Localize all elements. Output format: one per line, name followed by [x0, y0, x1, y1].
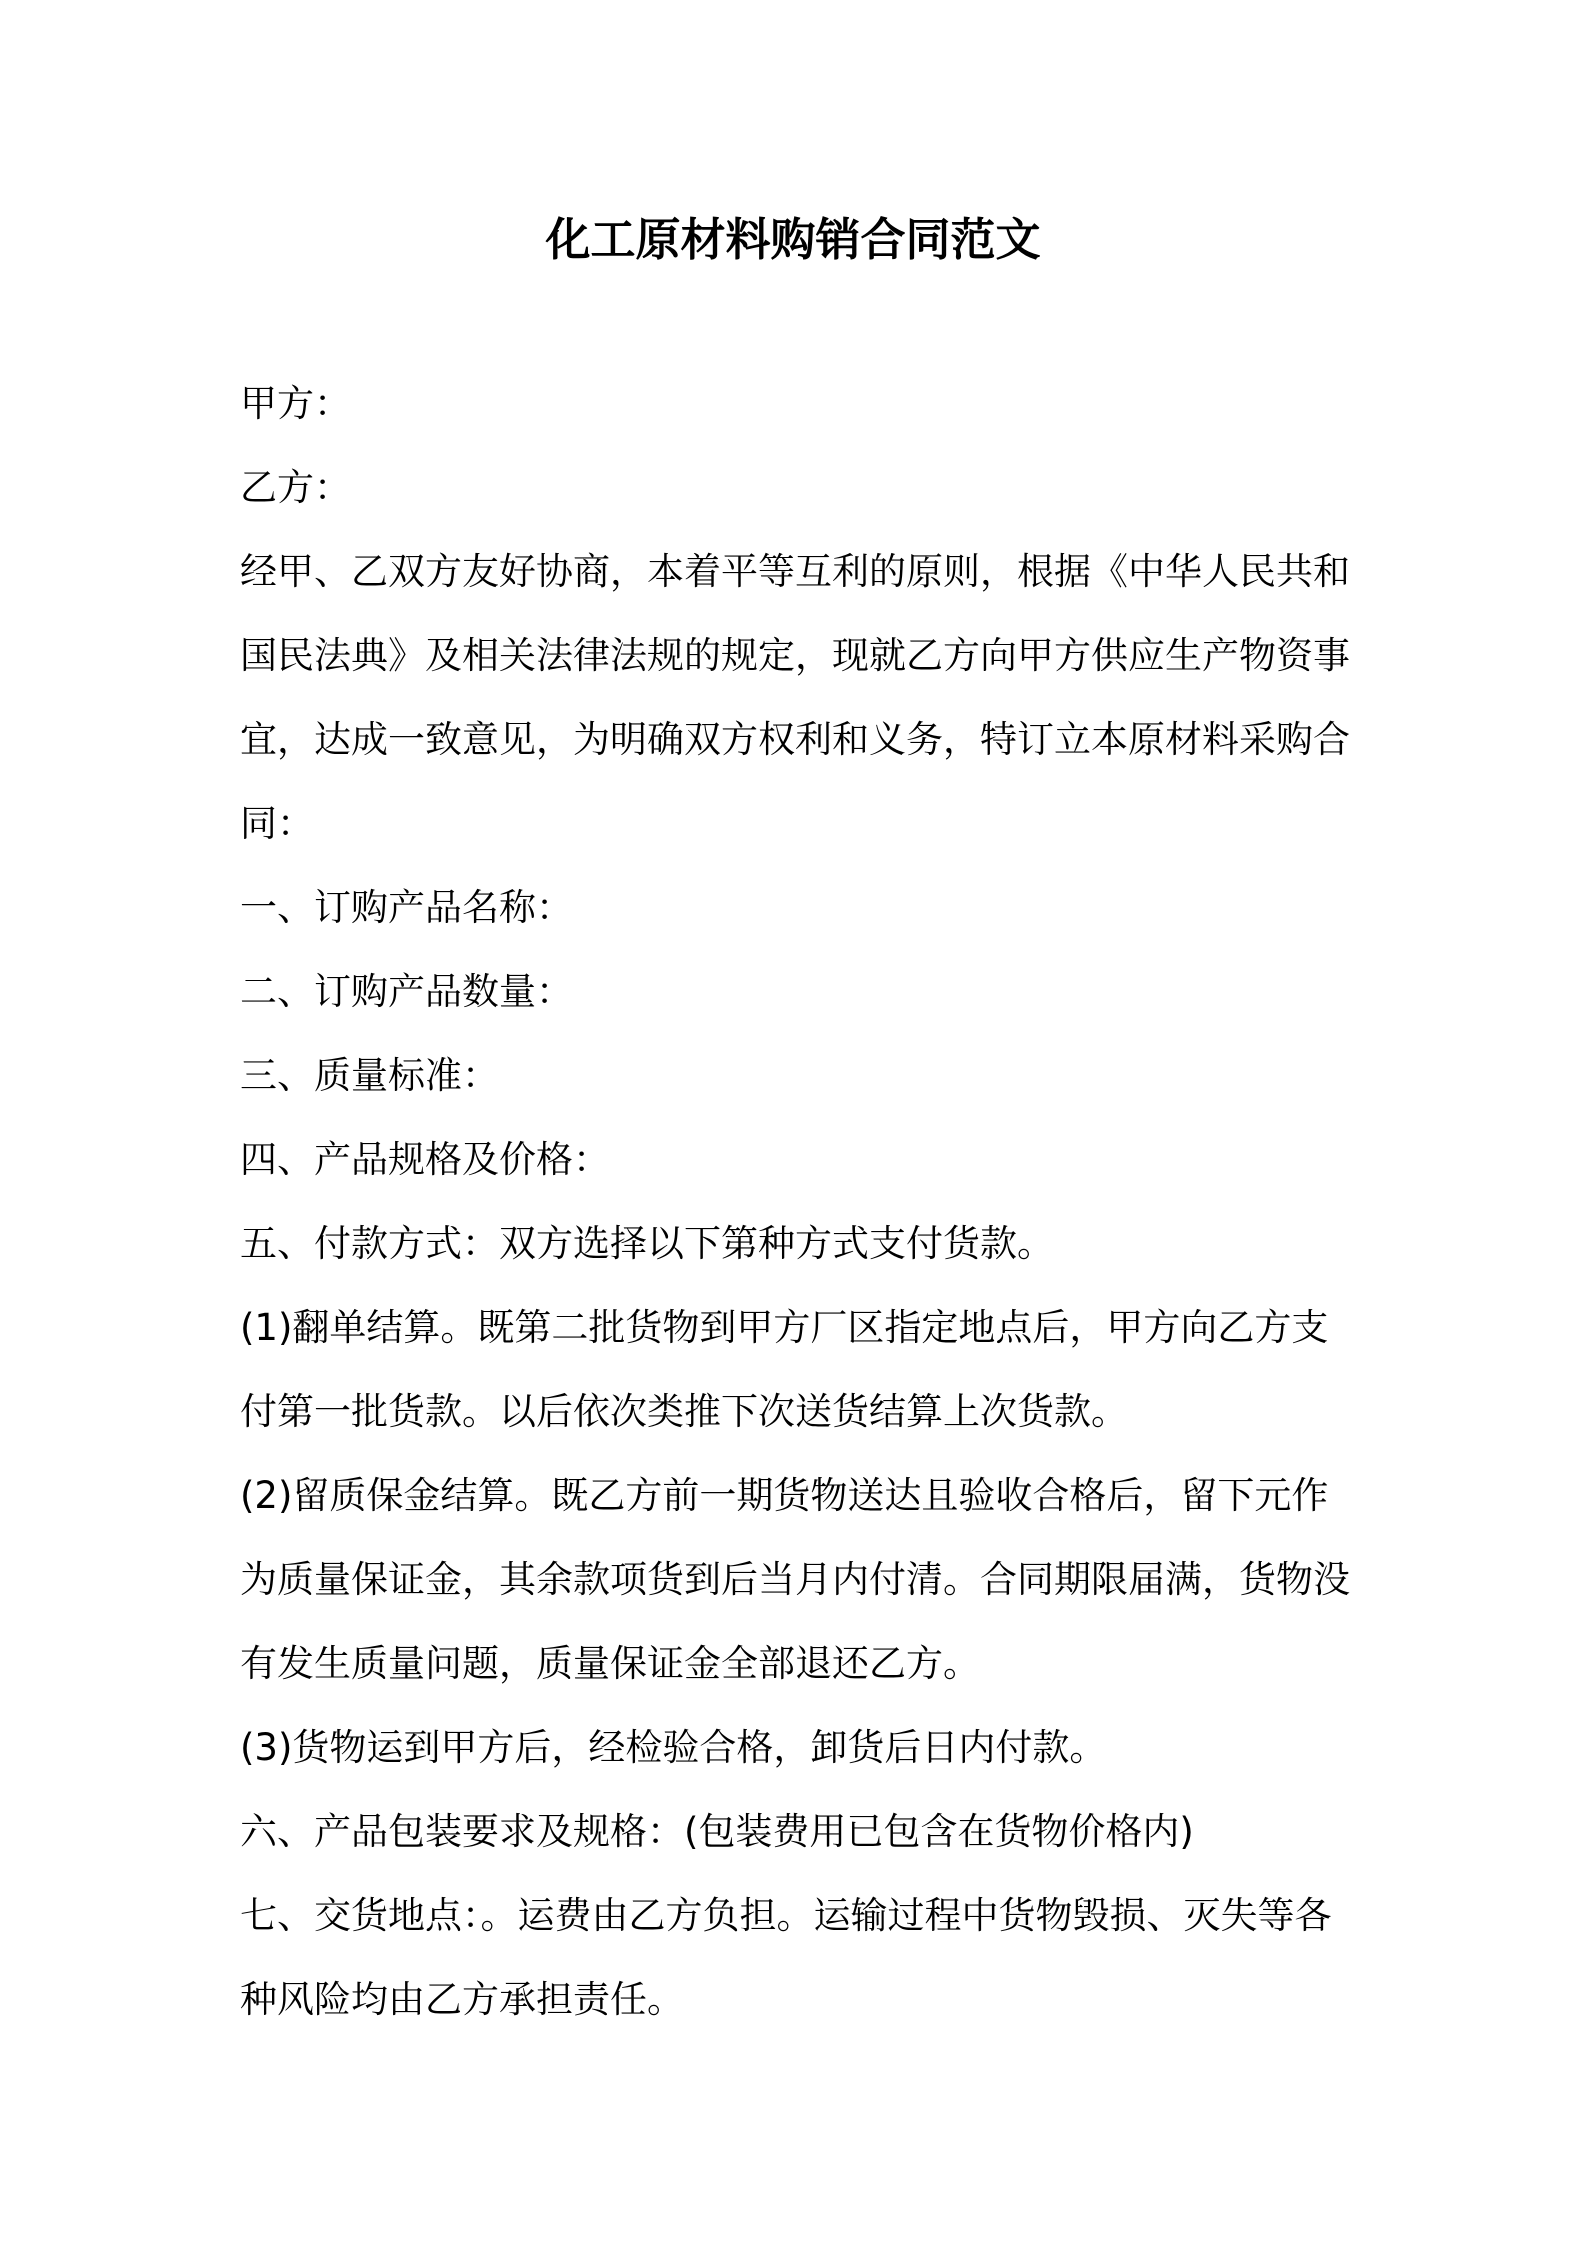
document-title: 化工原材料购销合同范文: [545, 213, 1041, 266]
preamble-line: 宜，达成一致意见，为明确双方权利和义务，特订立本原材料采购合: [240, 718, 1350, 761]
clause-quality-standard: 三、质量标准：: [240, 1054, 499, 1097]
clause-spec-price: 四、产品规格及价格：: [240, 1138, 610, 1181]
payment-option-3-line: (3)货物运到甲方后，经检验合格，卸货后日内付款。: [240, 1726, 1107, 1769]
payment-option-2-line: 有发生质量问题，质量保证金全部退还乙方。: [240, 1642, 980, 1685]
party-a-line: 甲方：: [240, 382, 351, 425]
payment-option-1-line: (1)翻单结算。既第二批货物到甲方厂区指定地点后，甲方向乙方支: [240, 1306, 1329, 1349]
clause-delivery-location: 七、交货地点：。运费由乙方负担。运输过程中货物毁损、灭失等各: [240, 1894, 1332, 1937]
clause-packaging: 六、产品包装要求及规格：(包装费用已包含在货物价格内): [240, 1810, 1194, 1853]
document-body: [240, 362, 1360, 2042]
clause-payment-method: 五、付款方式：双方选择以下第种方式支付货款。: [240, 1222, 1054, 1265]
payment-option-2-line: 为质量保证金，其余款项货到后当月内付清。合同期限届满，货物没: [240, 1558, 1350, 1601]
clause-product-name: 一、订购产品名称：: [240, 886, 573, 929]
payment-option-1-line: 付第一批货款。以后依次类推下次送货结算上次货款。: [240, 1390, 1128, 1433]
preamble-line: 国民法典》及相关法律法规的规定，现就乙方向甲方供应生产物资事: [240, 634, 1350, 677]
preamble-line: 经甲、乙双方友好协商，本着平等互利的原则，根据《中华人民共和: [240, 550, 1350, 593]
clause-delivery-location: 种风险均由乙方承担责任。: [240, 1978, 684, 2021]
party-b-line: 乙方：: [240, 466, 351, 509]
preamble-line: 同：: [240, 802, 314, 845]
payment-option-2-line: (2)留质保金结算。既乙方前一期货物送达且验收合格后，留下元作: [240, 1474, 1329, 1517]
clause-product-quantity: 二、订购产品数量：: [240, 970, 573, 1013]
